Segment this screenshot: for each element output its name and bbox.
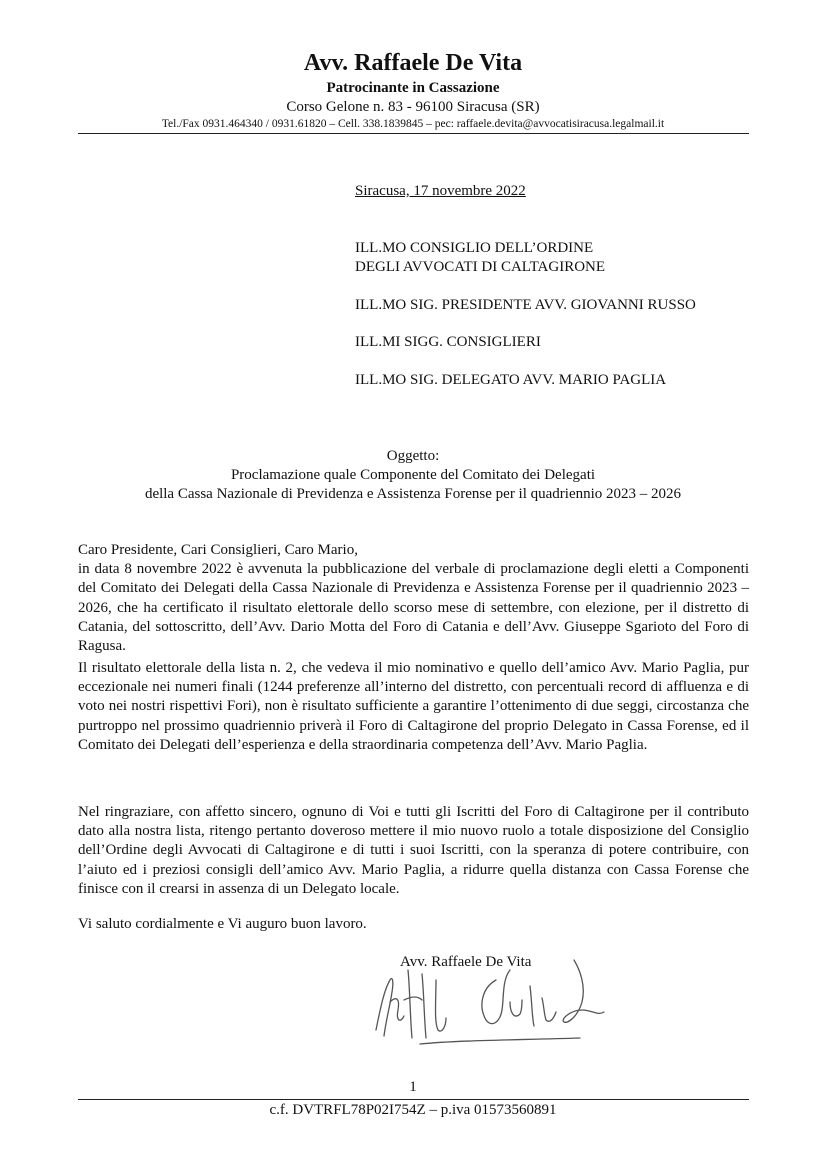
paragraph-4: Vi saluto cordialmente e Vi auguro buon lavoro. — [78, 916, 367, 932]
greeting: Caro Presidente, Cari Consiglieri, Caro Mario, — [78, 542, 358, 558]
letterhead-address: Corso Gelone n. 83 - 96100 Siracusa (SR) — [286, 99, 540, 115]
page-number: 1 — [409, 1079, 417, 1095]
letter-date: Siracusa, 17 novembre 2022 — [355, 183, 526, 199]
footer-divider — [78, 1099, 749, 1100]
letterhead-subtitle: Patrocinante in Cassazione — [326, 80, 500, 96]
letterhead-name: Avv. Raffaele De Vita — [303, 50, 523, 76]
recipient-council — [355, 239, 605, 277]
letterhead-contacts: Tel./Fax 0931.464340 / 0931.61820 – Cell. 338.1839845 – pec: raffaele.devita@avvocatisiracusa.legalmail.it — [161, 118, 665, 130]
recipient-councillors: ILL.MI SIGG. CONSIGLIERI — [355, 334, 541, 350]
subject-line1: Proclamazione quale Componente del Comitato dei Delegati — [230, 467, 596, 483]
footer-tax-ids: c.f. DVTRFL78P02I754Z – p.iva 01573560891 — [269, 1102, 557, 1118]
recipient-delegate: ILL.MO SIG. DELEGATO AVV. MARIO PAGLIA — [355, 372, 667, 388]
subject-block — [0, 447, 826, 504]
recipient-council-line2: DEGLI AVVOCATI DI CALTAGIRONE — [355, 259, 606, 275]
closing-signer-name: Avv. Raffaele De Vita — [400, 954, 532, 970]
subject-label: Oggetto: — [386, 448, 440, 464]
recipient-president: ILL.MO SIG. PRESIDENTE AVV. GIOVANNI RUSSO — [355, 297, 696, 313]
handwritten-signature — [360, 940, 620, 1050]
recipient-council-line1: ILL.MO CONSIGLIO DELL’ORDINE — [355, 240, 594, 256]
subject-line2: della Cassa Nazionale di Previdenza e Assistenza Forense per il quadriennio 2023 – 2026 — [144, 486, 682, 502]
paragraph-3: Nel ringraziare, con affetto sincero, ognuno di Voi e tutti gli Iscritti del Foro di Caltagirone per il contributo dato alla nostra lista, ritengo pertanto doveroso mettere il mio nuovo ruolo a totale disposizione del Consiglio dell’Ordine degli Avvocati di Caltagirone e di tutti i suoi Iscritti, con la speranza di potere contribuire, con l’aiuto ed i preziosi consigli dell’amico Avv. Mario Paglia, a ridurre quella distanza con Cassa Forense che finisce con il crearsi in assenza di un Delegato locale. — [78, 804, 749, 897]
paragraph-2: Il risultato elettorale della lista n. 2, che vedeva il mio nominativo e quello dell’amico Avv. Mario Paglia, pur eccezionale nei numeri finali (1244 preferenze all’interno del distretto, con percentuali record di affluenza e di voto nei nostri rispettivi Fori), non è risultato sufficiente a garantire l’ottenimento di due seggi, circostanza che purtroppo nel prossimo quadriennio priverà il Foro di Caltagirone del proprio Delegato in Cassa Forense, ed il Comitato dei Delegati dell’esperienza e della straordinaria competenza dell’Avv. Mario Paglia. — [78, 660, 749, 753]
paragraph-1 — [78, 541, 749, 656]
paragraph-1-text: in data 8 novembre 2022 è avvenuta la pubblicazione del verbale di proclamazione degli eletti a Componenti del Comitato dei Delegati della Cassa Nazionale di Previdenza e Assistenza Forense per il quadriennio 2023 – 2026, che ha certificato il risultato elettorale dello scorso mese di settembre, con elezione, per il distretto di Catania, del sottoscritto, dell’Avv. Dario Motta del Foro di Catania e dell’Avv. Giuseppe Sgarioto del Foro di Ragusa. — [78, 561, 749, 655]
header-divider — [78, 133, 749, 134]
